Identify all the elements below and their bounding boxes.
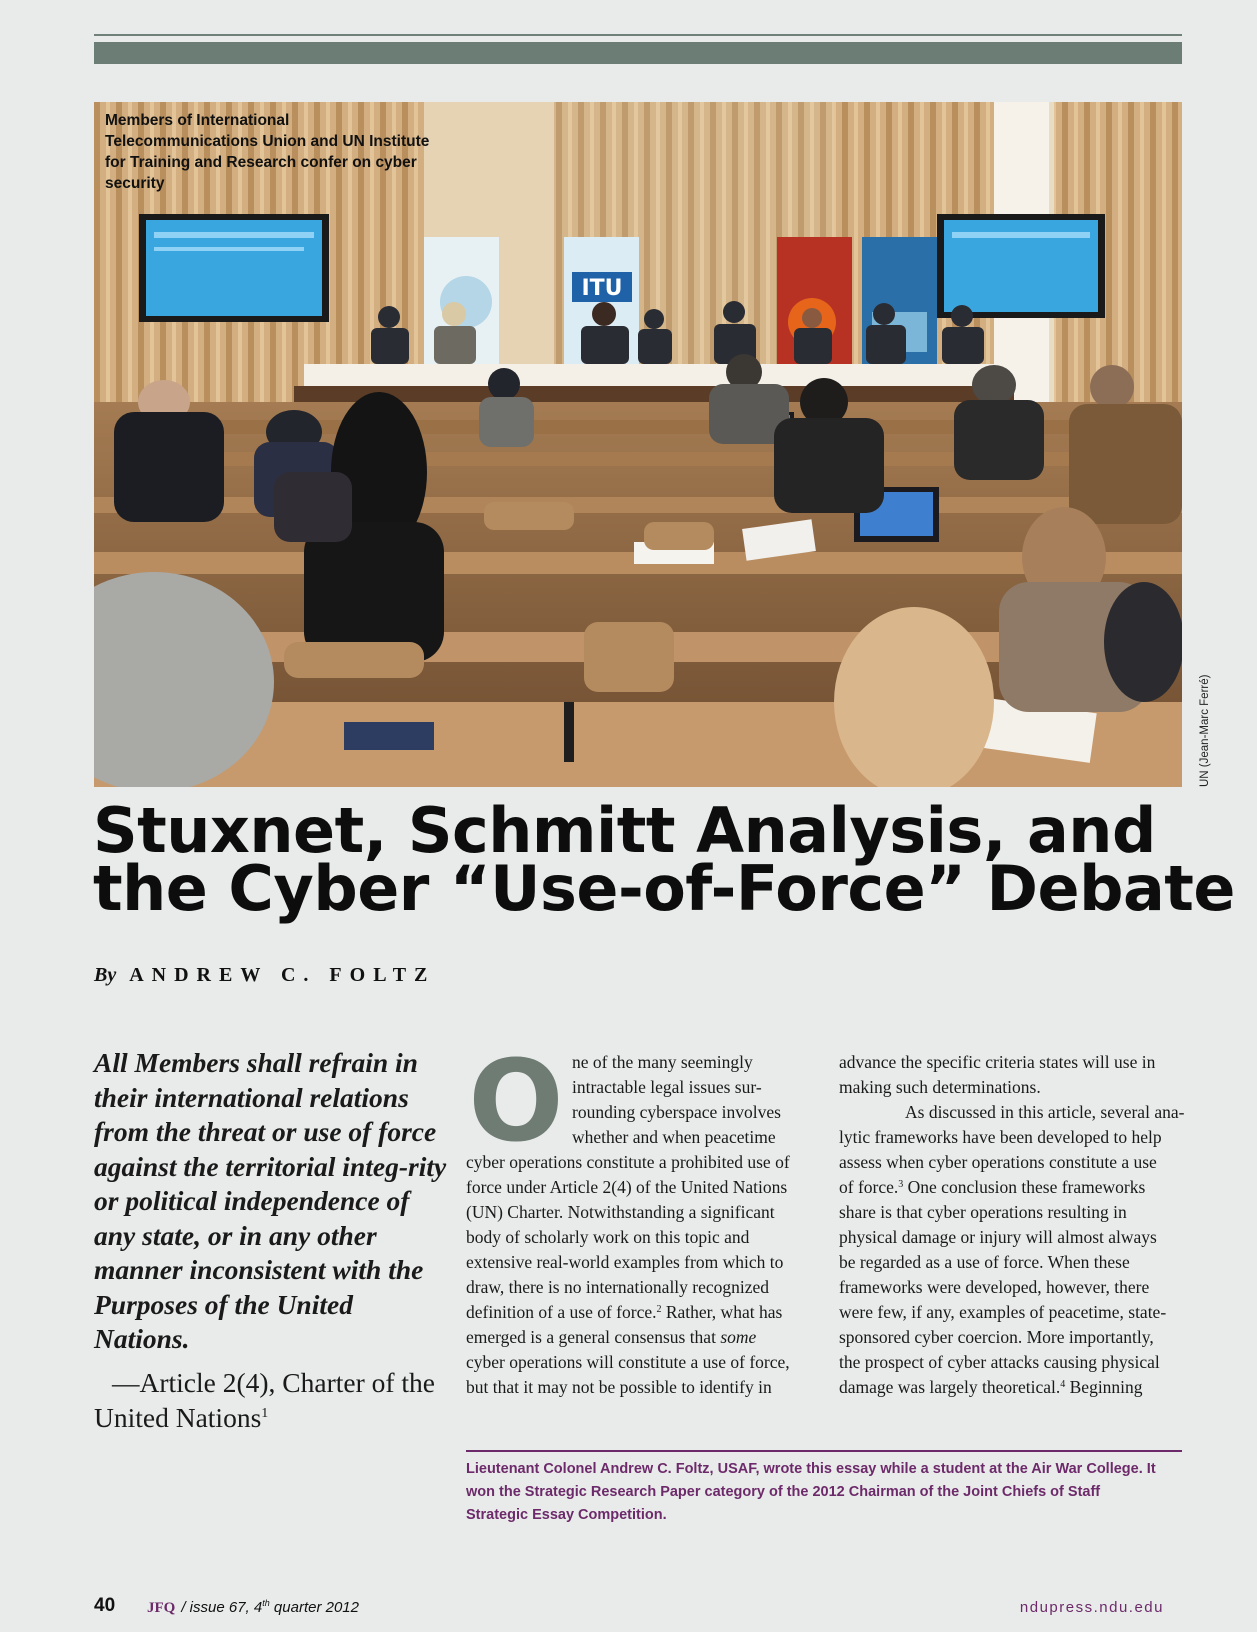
epigraph-source <box>94 1366 454 1435</box>
conference-photo-image <box>94 102 1182 787</box>
body-line: rounding cyberspace involves <box>572 1102 781 1122</box>
issue-text: / issue 67, 4 <box>181 1599 263 1616</box>
body-line: cyber operations will constitute a use of force, <box>466 1352 790 1372</box>
body-line: advance the specific criteria states will use in <box>839 1052 1156 1072</box>
body-line: making such determinations. <box>839 1077 1041 1097</box>
body-line: (UN) Charter. Notwithstanding a significant <box>466 1202 775 1222</box>
footnote-ref-2: 2 <box>656 1304 662 1315</box>
body-line: whether and when peacetime <box>572 1127 776 1147</box>
page-number: 40 <box>94 1595 116 1616</box>
body-line <box>839 1175 1179 1200</box>
epigraph-source-line-2: United Nations <box>94 1401 262 1433</box>
body-line: but that it may not be possible to identify in <box>466 1377 772 1397</box>
byline <box>94 964 435 987</box>
footnote-ref-4: 4 <box>1060 1379 1066 1390</box>
body-text: of force. <box>839 1177 899 1197</box>
body-line: sponsored cyber coercion. More importantly, <box>839 1327 1154 1347</box>
photo-caption: Members of International Telecommunications Union and UN Institute for Training and Research confer on cyber security <box>105 112 430 192</box>
issue-text-tail: quarter 2012 <box>269 1599 359 1616</box>
drop-cap <box>468 1054 564 1150</box>
header-band <box>94 42 1182 64</box>
byline-by: By <box>94 964 117 986</box>
body-line: physical damage or injury will almost always <box>839 1227 1157 1247</box>
photo-credit: UN (Jean-Marc Ferré) <box>1199 674 1211 787</box>
body-text: emerged is a general consensus that <box>466 1327 721 1347</box>
title-line-1: Stuxnet, Schmitt Analysis, and <box>93 794 1156 867</box>
top-rule <box>94 34 1182 36</box>
title-line-2: the Cyber “Use-of-Force” Debate <box>93 852 1235 925</box>
body-column-1 <box>466 1050 806 1400</box>
body-line: As discussed in this article, several ana- <box>905 1102 1185 1122</box>
itu-banner-text: ITU <box>581 276 623 301</box>
body-text: One conclusion these frameworks <box>903 1177 1146 1197</box>
body-line <box>466 1325 806 1350</box>
body-line: intractable legal issues sur- <box>572 1077 762 1097</box>
bio-divider <box>466 1450 1182 1452</box>
body-line: share is that cyber operations resulting in <box>839 1202 1127 1222</box>
body-line: ne of the many seemingly <box>572 1052 753 1072</box>
article-title <box>93 794 1235 925</box>
footnote-ref-3: 3 <box>898 1179 904 1190</box>
body-line: assess when cyber operations constitute a use <box>839 1152 1157 1172</box>
body-line <box>839 1375 1179 1400</box>
drop-cap-letter: O <box>468 1054 564 1150</box>
footnote-ref-1: 1 <box>261 1405 269 1421</box>
journal-issue <box>147 1599 359 1617</box>
body-line: extensive real-world examples from which to <box>466 1252 784 1272</box>
body-line: the prospect of cyber attacks causing physical <box>839 1352 1160 1372</box>
issue-ordinal: th <box>262 1598 270 1608</box>
author-name: ANDREW C. FOLTZ <box>129 964 436 986</box>
body-line: cyber operations constitute a prohibited use of <box>466 1152 790 1172</box>
body-text: Rather, what has <box>661 1302 783 1322</box>
body-line: frameworks were developed, however, there <box>839 1277 1150 1297</box>
author-bio: Lieutenant Colonel Andrew C. Foltz, USAF, wrote this essay while a student at the Air War College. It won the Strategic Research Paper category of the 2012 Chairman of the Joint Chiefs of Staff Strategic Essay Competition. <box>466 1461 1156 1523</box>
epigraph-source-line-1: —Article 2(4), Charter of the <box>112 1367 436 1398</box>
body-line: were few, if any, examples of peacetime, state- <box>839 1302 1167 1322</box>
body-line: force under Article 2(4) of the United Nations <box>466 1177 788 1197</box>
paragraph-2 <box>839 1050 1185 1400</box>
body-line: body of scholarly work on this topic and <box>466 1227 750 1247</box>
body-line: draw, there is no internationally recognized <box>466 1277 770 1297</box>
body-column-2 <box>839 1050 1185 1400</box>
body-text: definition of a use of force. <box>466 1302 657 1322</box>
body-line <box>466 1300 806 1325</box>
body-line: lytic frameworks have been developed to help <box>839 1127 1162 1147</box>
conference-photo <box>94 102 1182 787</box>
epigraph-quote: All Members shall refrain in their international relations from the threat or use of force against the territorial integ-rity or political independence of any state, or in any other manner inconsistent with the Purposes of the United Nations. <box>94 1047 447 1354</box>
journal-name: JFQ <box>147 1600 176 1616</box>
emphasis-some: some <box>720 1327 757 1347</box>
body-line: be regarded as a use of force. When these <box>839 1252 1130 1272</box>
body-text: damage was largely theoretical. <box>839 1377 1061 1397</box>
publisher-url[interactable]: ndupress.ndu.edu <box>1019 1599 1164 1616</box>
body-text: Beginning <box>1065 1377 1143 1397</box>
